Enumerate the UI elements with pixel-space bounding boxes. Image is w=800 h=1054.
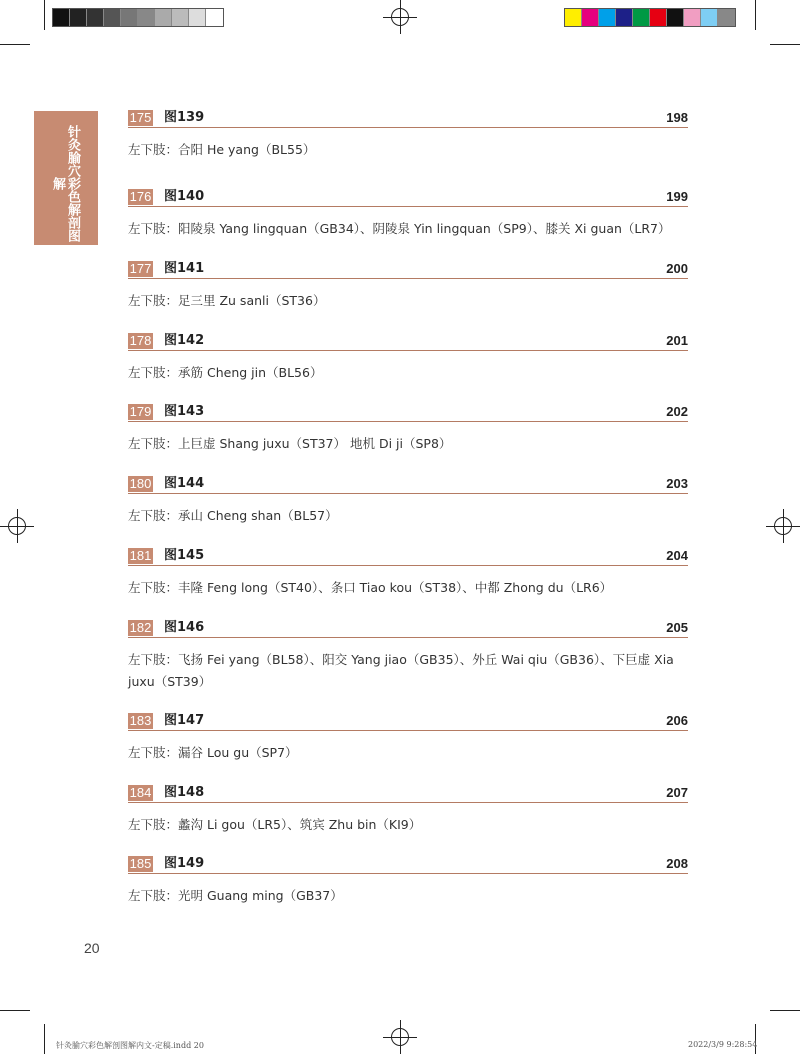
index-entry bbox=[128, 333, 688, 384]
registration-mark-icon bbox=[383, 0, 417, 34]
entry-description: 左下肢：丰隆 Feng long（ST40）、条口 Tiao kou（ST38）、中都 Zhong du（LR6） bbox=[128, 580, 613, 595]
entry-header bbox=[128, 404, 688, 422]
page-reference: 199 bbox=[666, 189, 688, 204]
side-tab-title: 针灸腧穴彩色解剖图解 bbox=[50, 124, 80, 242]
crop-mark bbox=[0, 44, 30, 45]
entry-description: 左下肢：承山 Cheng shan（BL57） bbox=[128, 508, 338, 523]
page-reference: 200 bbox=[666, 261, 688, 276]
entry-number: 183 bbox=[129, 713, 152, 728]
entry-header bbox=[128, 110, 688, 128]
entry-description: 左下肢：合阳 He yang（BL55） bbox=[128, 142, 316, 157]
entry-number: 180 bbox=[129, 476, 152, 491]
figure-label: 图139 bbox=[164, 110, 205, 125]
entry-description: 左下肢：飞扬 Fei yang（BL58）、阳交 Yang jiao（GB35）、外丘 Wai qiu（GB36）、下巨虚 Xia juxu（ST39） bbox=[128, 652, 674, 689]
index-entry bbox=[128, 548, 688, 599]
page-reference: 203 bbox=[666, 476, 688, 491]
entry-header bbox=[128, 620, 688, 638]
color-swatch bbox=[138, 9, 155, 26]
figure-label: 图143 bbox=[164, 404, 205, 419]
page-reference: 202 bbox=[666, 404, 688, 419]
chapter-side-tab bbox=[34, 111, 98, 245]
entry-header bbox=[128, 189, 688, 207]
page-reference: 198 bbox=[666, 110, 688, 125]
entry-number: 175 bbox=[129, 110, 152, 125]
entry-description: 左下肢：上巨虚 Shang juxu（ST37） 地机 Di ji（SP8） bbox=[128, 436, 452, 451]
figure-label: 图146 bbox=[164, 620, 205, 635]
index-entry bbox=[128, 785, 688, 836]
figure-label: 图144 bbox=[164, 476, 205, 491]
color-swatch bbox=[70, 9, 87, 26]
color-swatch bbox=[206, 9, 223, 26]
figure-label: 图145 bbox=[164, 548, 205, 563]
entry-number: 182 bbox=[129, 620, 152, 635]
index-entry bbox=[128, 404, 688, 455]
entry-header bbox=[128, 548, 688, 566]
color-swatch bbox=[104, 9, 121, 26]
figure-label: 图140 bbox=[164, 189, 205, 204]
grayscale-color-bar bbox=[52, 8, 224, 27]
crop-mark bbox=[770, 44, 800, 45]
page-reference: 204 bbox=[666, 548, 688, 563]
color-swatch bbox=[718, 9, 735, 26]
color-swatch bbox=[599, 9, 616, 26]
crop-mark bbox=[770, 1010, 800, 1011]
figure-label: 图147 bbox=[164, 713, 205, 728]
color-swatch bbox=[87, 9, 104, 26]
figure-label: 图148 bbox=[164, 785, 205, 800]
entry-description: 左下肢：蠡沟 Li gou（LR5）、筑宾 Zhu bin（KI9） bbox=[128, 817, 422, 832]
entry-header bbox=[128, 261, 688, 279]
index-entry bbox=[128, 189, 688, 240]
color-swatch bbox=[616, 9, 633, 26]
crop-mark bbox=[755, 1024, 756, 1054]
color-swatch bbox=[565, 9, 582, 26]
figure-label: 图141 bbox=[164, 261, 205, 276]
color-swatch bbox=[189, 9, 206, 26]
entry-number: 176 bbox=[129, 189, 152, 204]
entry-number: 177 bbox=[129, 261, 152, 276]
color-swatch bbox=[650, 9, 667, 26]
entry-description: 左下肢：足三里 Zu sanli（ST36） bbox=[128, 293, 326, 308]
color-swatch bbox=[121, 9, 138, 26]
color-swatch bbox=[582, 9, 599, 26]
registration-mark-icon bbox=[766, 509, 800, 543]
entry-header bbox=[128, 476, 688, 494]
page-number: 20 bbox=[84, 940, 100, 956]
crop-mark bbox=[0, 1010, 30, 1011]
color-swatch bbox=[172, 9, 189, 26]
registration-mark-icon bbox=[383, 1020, 417, 1054]
index-entry bbox=[128, 110, 688, 161]
entry-description: 左下肢：漏谷 Lou gu（SP7） bbox=[128, 745, 298, 760]
entry-description: 左下肢：阳陵泉 Yang lingquan（GB34）、阴陵泉 Yin lingquan（SP9）、膝关 Xi guan（LR7） bbox=[128, 221, 671, 236]
crop-mark bbox=[755, 0, 756, 30]
entry-description: 左下肢：承筋 Cheng jin（BL56） bbox=[128, 365, 323, 380]
index-entry bbox=[128, 620, 688, 693]
entry-number: 185 bbox=[129, 856, 152, 871]
entry-header bbox=[128, 856, 688, 874]
entry-header bbox=[128, 713, 688, 731]
page-reference: 207 bbox=[666, 785, 688, 800]
entry-number: 179 bbox=[129, 404, 152, 419]
slug-right: 2022/3/9 9:28:54 bbox=[688, 1040, 758, 1049]
page-reference: 201 bbox=[666, 333, 688, 348]
color-swatch bbox=[633, 9, 650, 26]
page-reference: 206 bbox=[666, 713, 688, 728]
color-swatch bbox=[53, 9, 70, 26]
entry-header bbox=[128, 333, 688, 351]
color-swatch bbox=[155, 9, 172, 26]
color-swatch bbox=[701, 9, 718, 26]
index-entry bbox=[128, 713, 688, 764]
process-color-bar bbox=[564, 8, 736, 27]
color-swatch bbox=[684, 9, 701, 26]
entry-header bbox=[128, 785, 688, 803]
figure-label: 图142 bbox=[164, 333, 205, 348]
index-entry bbox=[128, 476, 688, 527]
index-entry bbox=[128, 261, 688, 312]
figure-label: 图149 bbox=[164, 856, 205, 871]
entry-number: 178 bbox=[129, 333, 152, 348]
crop-mark bbox=[44, 0, 45, 30]
entry-description: 左下肢：光明 Guang ming（GB37） bbox=[128, 888, 343, 903]
entry-number: 181 bbox=[129, 548, 152, 563]
entry-number: 184 bbox=[129, 785, 152, 800]
registration-mark-icon bbox=[0, 509, 34, 543]
index-entry bbox=[128, 856, 688, 907]
page-reference: 208 bbox=[666, 856, 688, 871]
page-reference: 205 bbox=[666, 620, 688, 635]
color-swatch bbox=[667, 9, 684, 26]
crop-mark bbox=[44, 1024, 45, 1054]
slug-left: 针灸腧穴彩色解剖图解内文-定稿.indd 20 bbox=[56, 1041, 204, 1050]
